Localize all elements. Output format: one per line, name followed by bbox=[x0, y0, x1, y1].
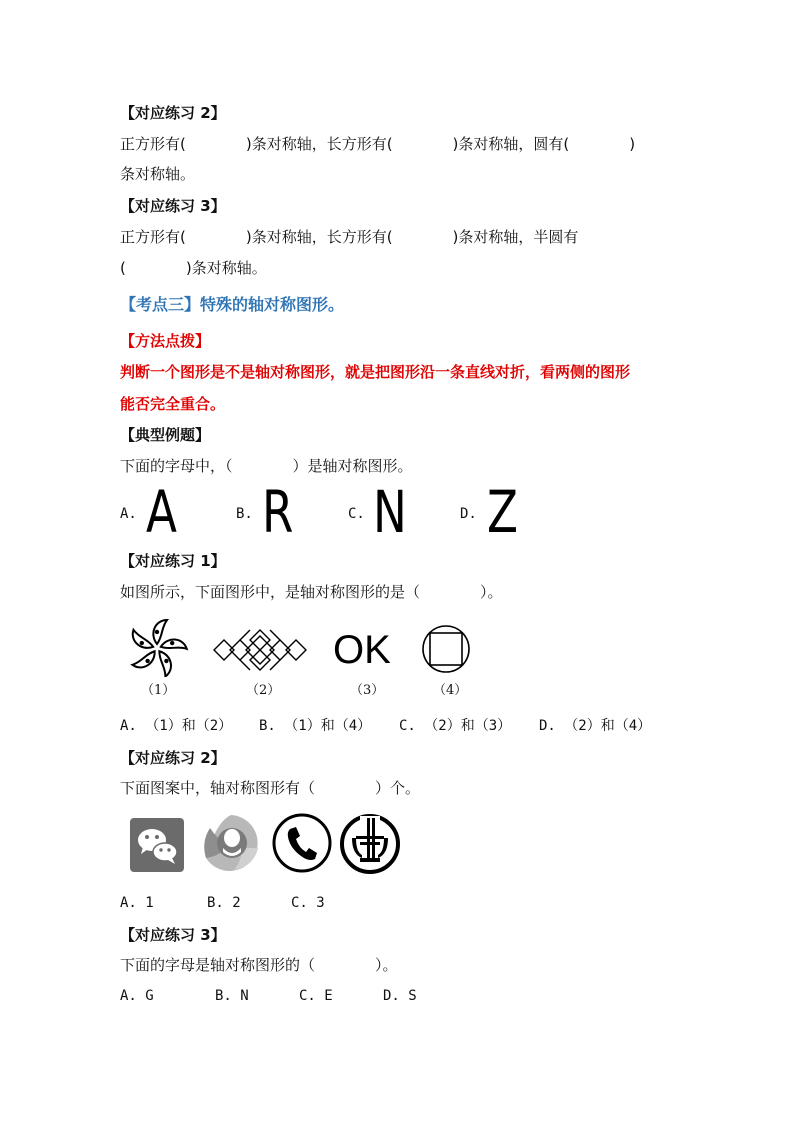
bauhinia-icon bbox=[124, 617, 190, 677]
knot-pattern-icon bbox=[212, 628, 308, 672]
practice2b-option-a: A. 1 bbox=[120, 895, 154, 911]
letter-r-figure: R bbox=[262, 478, 294, 546]
practice2a-line1: 正方形有( )条对称轴，长方形有( )条对称轴，圆有( ) bbox=[120, 135, 636, 153]
point3-title: 【考点三】特殊的轴对称图形。 bbox=[120, 295, 345, 314]
practice3b-option-b: B. N bbox=[215, 988, 249, 1004]
practice2b-heading: 【对应练习 2】 bbox=[120, 749, 226, 767]
practice1-option-b: B. （1）和（4） bbox=[259, 718, 372, 734]
wechat-icon bbox=[130, 818, 184, 872]
practice2a-line2: 条对称轴。 bbox=[120, 165, 196, 183]
bank-logo-icon bbox=[338, 812, 402, 876]
practice3b-question: 下面的字母是轴对称图形的（ ）。 bbox=[120, 956, 398, 974]
practice3b-heading: 【对应练习 3】 bbox=[120, 926, 226, 944]
caption-2: （2） bbox=[246, 683, 281, 698]
practice2b-question: 下面图案中，轴对称图形有（ ）个。 bbox=[120, 779, 421, 797]
practice3a-heading: 【对应练习 3】 bbox=[120, 197, 226, 215]
practice1-heading: 【对应练习 1】 bbox=[120, 552, 226, 570]
practice2b-option-c: C. 3 bbox=[291, 895, 325, 911]
example-option-d-label: D. bbox=[460, 506, 477, 522]
example-option-a-label: A. bbox=[120, 506, 137, 522]
practice3b-option-a: A. G bbox=[120, 988, 154, 1004]
letter-z-figure: Z bbox=[487, 478, 518, 546]
circle-square-icon bbox=[421, 624, 471, 674]
practice3a-line1: 正方形有( )条对称轴，长方形有( )条对称轴，半圆有 bbox=[120, 228, 579, 246]
practice1-option-a: A. （1）和（2） bbox=[120, 718, 233, 734]
practice3a-line2: ( )条对称轴。 bbox=[120, 259, 267, 277]
caption-1: （1） bbox=[141, 683, 176, 698]
telephone-icon bbox=[271, 812, 333, 874]
penguin-logo-icon bbox=[198, 812, 264, 874]
practice1-option-c: C. （2）和（3） bbox=[399, 718, 512, 734]
letter-n-figure: N bbox=[373, 478, 407, 546]
caption-3: （3） bbox=[350, 683, 385, 698]
ok-text-icon: OK bbox=[333, 628, 391, 672]
caption-4: （4） bbox=[433, 683, 468, 698]
method-heading: 【方法点拨】 bbox=[120, 332, 211, 350]
practice2b-option-b: B. 2 bbox=[207, 895, 241, 911]
method-line2: 能否完全重合。 bbox=[120, 395, 226, 413]
example-heading: 【典型例题】 bbox=[120, 426, 211, 444]
practice3b-option-c: C. E bbox=[299, 988, 333, 1004]
practice3b-option-d: D. S bbox=[383, 988, 417, 1004]
practice1-option-d: D. （2）和（4） bbox=[539, 718, 652, 734]
example-question: 下面的字母中，（ ）是轴对称图形。 bbox=[120, 457, 413, 475]
practice2a-heading: 【对应练习 2】 bbox=[120, 104, 226, 122]
letter-a-figure: A bbox=[146, 478, 177, 546]
example-option-c-label: C. bbox=[348, 506, 365, 522]
example-option-b-label: B. bbox=[236, 506, 253, 522]
method-line1: 判断一个图形是不是轴对称图形，就是把图形沿一条直线对折，看两侧的图形 bbox=[120, 363, 631, 381]
practice1-question: 如图所示，下面图形中，是轴对称图形的是（ ）。 bbox=[120, 583, 503, 601]
